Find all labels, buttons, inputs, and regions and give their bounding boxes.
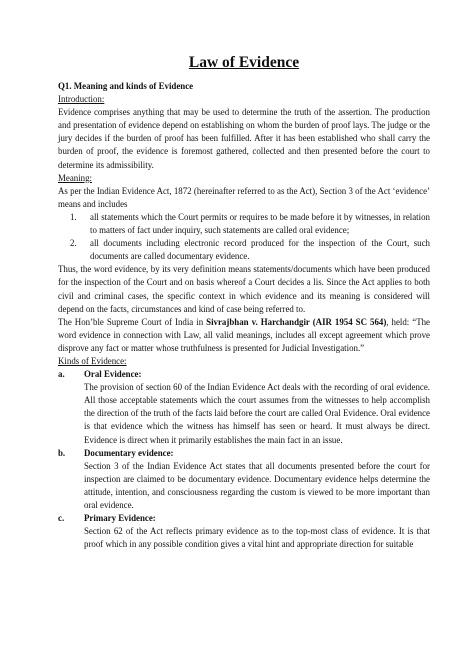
kind-label: c. (58, 513, 65, 524)
kind-item-heading (58, 447, 430, 460)
list-item-number: 2. (70, 238, 77, 249)
case-law-paragraph (58, 316, 430, 355)
list-item (58, 211, 430, 237)
case-prefix: The Hon’ble Supreme Court of India in (58, 316, 207, 327)
list-item (58, 237, 430, 263)
kind-title: Documentary evidence: (84, 447, 174, 458)
kind-label: a. (58, 369, 65, 380)
meaning-conclusion-paragraph: Thus, the word evidence, by its very definition means statements/documents which have been produced for the inspection of the Court and on basis whereof a Court decides a lis. Since the Act applies to both civil and criminal cases, the specific context in which evidence and its meaning is considered will depend on the facts, circumstances and kind of case being referred to. (58, 264, 430, 314)
kind-item-heading (58, 368, 430, 381)
meaning-heading: Meaning: (58, 172, 93, 183)
introduction-paragraph: Evidence comprises anything that may be used to determine the truth of the assertion. The production and presentation of evidence depend on establishing on whom the burden of proof lays. The judge or the jury decides if the burden of proof has been fulfilled. After it has been established who shall carry the burden of proof, the evidence is foremost gathered, collected and then presented before the court to determine its admissibility. (58, 107, 430, 170)
definition-list (58, 211, 430, 263)
case-holding: , held: “The word evidence in connection with Law, all valid meanings, includes all except agreement which prove disprove any fact or matter whose truthfulness is presented for Judicial Investigation.” (58, 316, 430, 353)
list-item-text: all documents including electronic record produced for the inspection of the Court, such documents are called documentary evidence. (90, 238, 430, 262)
question-heading: Q1. Meaning and kinds of Evidence (58, 81, 194, 91)
kind-paragraph: The provision of section 60 of the Indian Evidence Act deals with the recording of oral evidence. All those acceptable statements which the court assumes from the witnesses to help accomplish the direction of the truth of the facts laid before the court are called Oral Evidence. Oral evidence is that evidence which the witness has himself has seen or heard. It must always be direct. Evidence is direct when it primarily establishes the main fact in an issue. (84, 382, 430, 445)
kind-item-heading (58, 512, 430, 525)
kind-paragraph: Section 3 of the Indian Evidence Act states that all documents presented before the court for inspection are claimed to be documentary evidence. Documentary evidence helps determine the attitude, intention, and consciousness regarding the custom is viewed to be more important than oral evidence. (84, 460, 430, 510)
kind-title: Oral Evidence: (84, 369, 142, 380)
meaning-paragraph: As per the Indian Evidence Act, 1872 (hereinafter referred to as the Act), Section 3 of the Act ‘evidence’ means and includes (58, 185, 430, 209)
document-title: Law of Evidence (188, 54, 300, 71)
list-item-text: all statements which the Court permits or requires to be made before it by witnesses, in relation to matters of fact under inquiry, such statements are called oral evidence; (90, 211, 430, 236)
kind-paragraph: Section 62 of the Act reflects primary evidence as to the top-most class of evidence. It is that proof which in any possible condition gives a vital hint and appropriate direction for suitable (84, 526, 430, 550)
kind-title: Primary Evidence: (84, 513, 156, 524)
introduction-heading: Introduction: (58, 94, 105, 105)
kind-label: b. (58, 447, 66, 458)
case-citation: Sivrajbhan v. Harchandgir (AIR 1954 SC 564) (206, 316, 387, 327)
list-item-number: 1. (70, 211, 77, 222)
kinds-heading: Kinds of Evidence: (58, 355, 127, 366)
